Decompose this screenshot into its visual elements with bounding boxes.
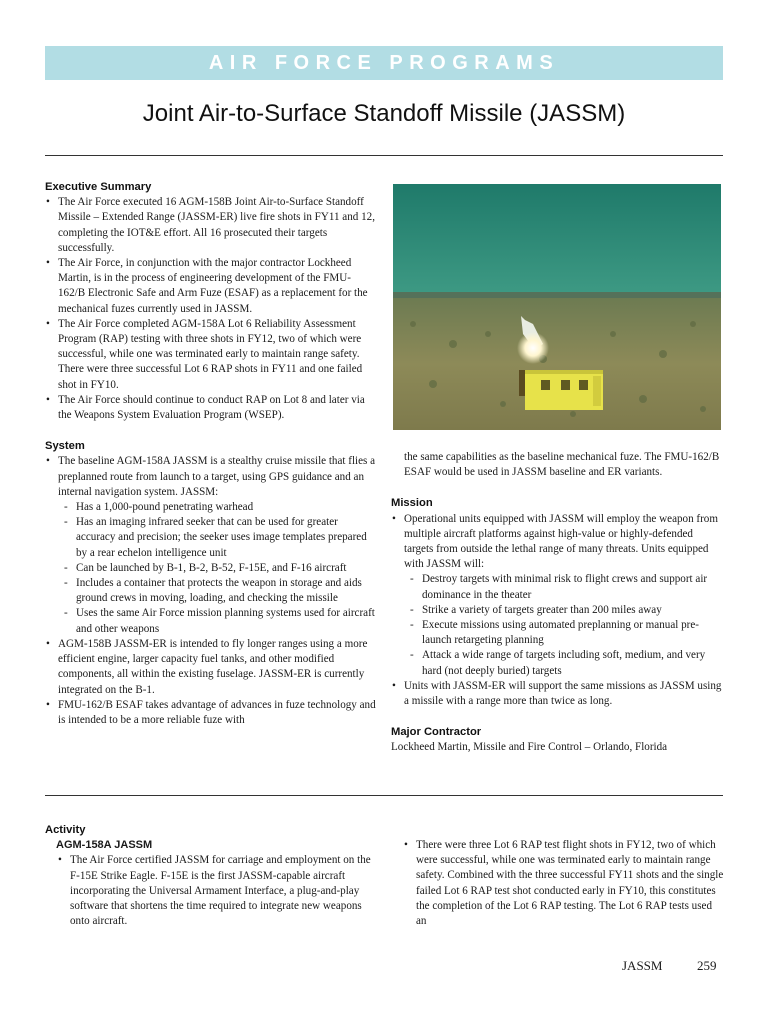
middle-divider (45, 795, 723, 796)
executive-summary-list (45, 195, 378, 423)
footer-label: JASSM (622, 958, 663, 973)
mission-list (391, 512, 725, 710)
sublist-item: - Can be launched by B-1, B-2, B-52, F-15E, and F-16 aircraft (62, 561, 378, 576)
left-column (45, 180, 378, 728)
system-list (45, 454, 378, 728)
list-item: • FMU-162/B ESAF takes advantage of advances in fuze technology and is intended to be a more reliable fuze with (45, 698, 378, 728)
list-item: • The Air Force executed 16 AGM-158B Joint Air-to-Surface Standoff Missile – Extended Range (JASSM-ER) live fire shots in FY11 and 12, completing the IOT&E effort. All 16 prosecuted their targets successfully. (45, 195, 378, 256)
list-item: • The Air Force, in conjunction with the major contractor Lockheed Martin, is in the process of engineering development of the FMU-162/B Electronic Safe and Arm Fuze (ESAF) as a replacement for the mechanical fuzes currently used in JASSM. (45, 256, 378, 317)
activity-subheading: AGM-158A JASSM (56, 839, 153, 852)
activity-heading: Activity (45, 824, 86, 836)
sublist-item: - Has a 1,000-pound penetrating warhead (62, 500, 378, 515)
list-item: • There were three Lot 6 RAP test flight shots in FY12, two of which were successful, while one was terminated early to maintain range safety. Combined with the three successful FY11 shots and the single failed Lot 6 RAP test shot conducted early in FY10, this constitutes the completion of the Lot 6 RAP testing. The Lot 6 RAP tests used an (403, 838, 725, 929)
sublist-item: - Includes a container that protects the weapon in storage and aids ground crews in moving, loading, and checking the missile (62, 576, 378, 606)
activity-right (403, 838, 725, 929)
sublist-item: - Attack a wide range of targets including soft, medium, and very hard (not deeply buried) targets (408, 648, 725, 678)
activity-list-left (45, 853, 378, 929)
sublist-item: - Strike a variety of targets greater than 200 miles away (408, 603, 725, 618)
list-item: • AGM-158B JASSM-ER is intended to fly longer ranges using a more efficient engine, larger capacity fuel tanks, and other modified components, all within the existing fuselage. JASSM-ER is currently integrated on the B-1. (45, 637, 378, 698)
page-title: Joint Air-to-Surface Standoff Missile (JASSM) (142, 100, 626, 127)
activity-list-right (403, 838, 725, 929)
right-column (391, 450, 725, 756)
page-number: 259 (696, 958, 717, 973)
system-sublist (58, 500, 378, 637)
system-heading: System (45, 440, 85, 453)
sublist-item: - Uses the same Air Force mission planning systems used for aircraft and other weapons (62, 606, 378, 636)
mission-sublist (404, 572, 725, 678)
banner-text: AIR FORCE PROGRAMS (208, 52, 560, 74)
mission-heading: Mission (391, 497, 433, 510)
list-item-text: Operational units equipped with JASSM will employ the weapon from multiple aircraft platforms against high-value or highly-defended targets from outside the lethal range of many threats. Units equipped with JASSM will: (404, 512, 718, 571)
system-continuation: the same capabilities as the baseline mechanical fuze. The FMU-162/B ESAF would be used in JASSM baseline and ER variants. (404, 451, 720, 479)
activity-left (45, 823, 378, 929)
missile-launch-photo (393, 184, 721, 430)
executive-summary-heading: Executive Summary (45, 181, 152, 193)
list-item (391, 512, 725, 679)
section-banner (45, 46, 723, 80)
list-item: • The Air Force should continue to conduct RAP on Lot 8 and later via the Weapons System Evaluation Program (WSEP). (45, 393, 378, 423)
contractor-text: Lockheed Martin, Missile and Fire Control – Orlando, Florida (391, 741, 668, 754)
list-item-text: The baseline AGM-158A JASSM is a stealthy cruise missile that flies a preplanned route from launch to a target, using GPS guidance and an internal navigation system. JASSM: (58, 455, 376, 498)
list-item (45, 454, 378, 636)
page-footer (622, 958, 716, 974)
launch-photo-image (393, 184, 721, 430)
contractor-heading: Major Contractor (391, 726, 482, 739)
list-item: • Units with JASSM-ER will support the same missions as JASSM using a missile with a range more than twice as long. (391, 679, 725, 709)
sublist-item: - Has an imaging infrared seeker that can be used for greater accuracy and precision; the seeker uses image templates prepared by a rear echelon intelligence unit (62, 515, 378, 561)
sublist-item: - Destroy targets with minimal risk to flight crews and support air dominance in the theater (408, 572, 725, 602)
list-item: • The Air Force certified JASSM for carriage and employment on the F-15E Strike Eagle. F-15E is the first JASSM-capable aircraft incorporating the Universal Armament Interface, a plug-and-play software that shortens the time required to integrate new weapons onto aircraft. (57, 853, 378, 929)
top-divider (45, 155, 723, 156)
list-item: • The Air Force completed AGM-158A Lot 6 Reliability Assessment Program (RAP) testing with three shots in FY12, two of which were successful, while one was terminated early to maintain range safety. There were three successful Lot 6 RAP shots in FY11 and one failed shot in FY10. (45, 317, 378, 393)
sublist-item: - Execute missions using automated preplanning or manual pre-launch retargeting planning (408, 618, 725, 648)
